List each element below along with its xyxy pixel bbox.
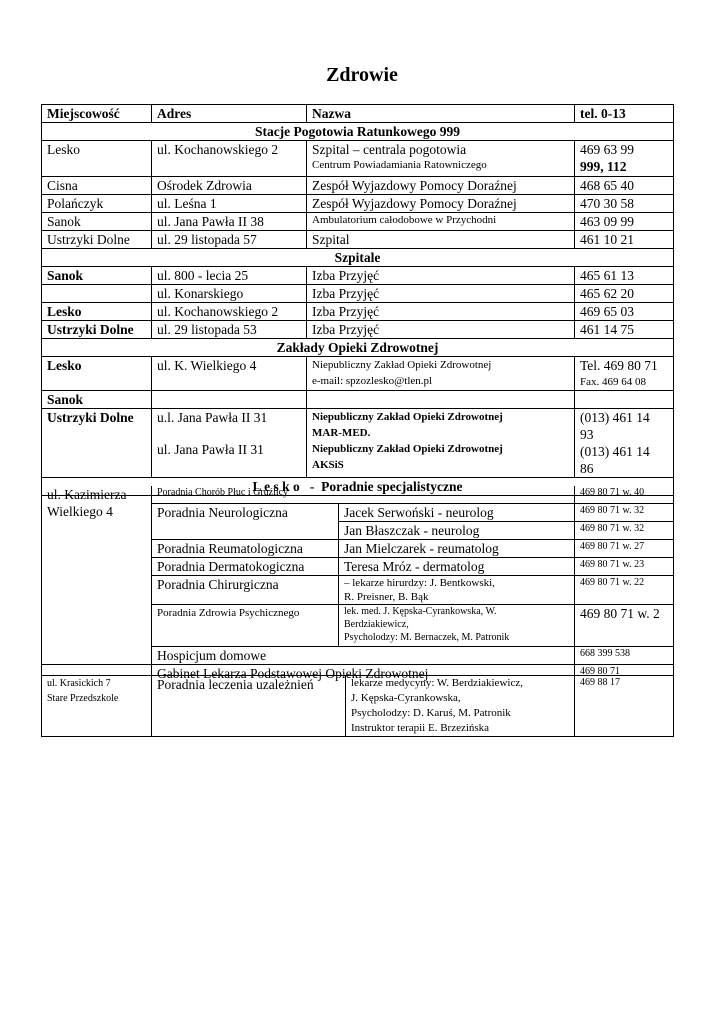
table-row [42, 391, 674, 409]
name-line: Niepubliczny Zakład Opieki Zdrowotnej [312, 359, 492, 371]
addiction-clinic-table [41, 675, 674, 737]
cell-address: ul. Konarskiego [152, 285, 307, 303]
cell-clinic: Poradnia Dermatokogiczna [152, 557, 339, 575]
cell-clinic: Gabinet Lekarza Podstawowej Opieki Zdrowotnej [152, 664, 575, 682]
cell-name [307, 357, 575, 391]
cell-phone: 468 65 40 [575, 177, 674, 195]
cell-place: Sanok [42, 213, 152, 231]
doctor-line: – lekarze hirurdzy: J. Bentkowski, [344, 576, 495, 589]
email-line: e-mail: spzozlesko@tlen.pl [312, 375, 433, 387]
cell-name [307, 409, 575, 478]
table-row [42, 486, 674, 503]
table-row [42, 213, 674, 231]
cell-clinic: Poradnia Chirurgiczna [152, 575, 339, 604]
cell-phone: 469 88 17 [575, 676, 674, 737]
cell-phone [575, 141, 674, 177]
address-line: Stare Przedszkole [47, 693, 119, 704]
cell-place: Cisna [42, 177, 152, 195]
cell-doctor: Teresa Mróz - dermatolog [339, 557, 575, 575]
table-row [42, 195, 674, 213]
cell-doctor: Jacek Serwoński - neurolog [339, 503, 575, 521]
cell-place: Sanok [42, 391, 152, 409]
cell-address [42, 486, 152, 664]
cell-phone: 469 80 71 w. 32 [575, 503, 674, 521]
name-line: Niepubliczny Zakład Opieki Zdrowotnej [312, 443, 503, 455]
cell-place: Lesko [42, 141, 152, 177]
header-name: Nazwa [307, 105, 575, 123]
cell-place: Lesko [42, 357, 152, 391]
table-row [42, 231, 674, 249]
header-address: Adres [152, 105, 307, 123]
doctor-line: Instruktor terapii E. Brzezińska [351, 722, 490, 734]
cell-phone [575, 357, 674, 391]
name-line-2: Centrum Powiadamiania Ratowniczego [312, 159, 487, 171]
phone-line: (013) 461 14 [580, 444, 650, 459]
cell-doctor: Jan Błaszczak - neurolog [339, 521, 575, 539]
doctor-line: R. Preisner, B. Bąk [344, 590, 429, 603]
doctor-line: Psycholodzy: D. Karuś, M. Patronik [351, 707, 511, 719]
cell-address: ul. Kochanowskiego 2 [152, 303, 307, 321]
cell-name: Ambulatorium całodobowe w Przychodni [307, 213, 575, 231]
cell-address [152, 409, 307, 478]
cell-clinic: Poradnia Zdrowia Psychicznego [152, 604, 339, 646]
cell-clinic: Poradnia Neurologiczna [152, 503, 339, 539]
cell-address [42, 676, 152, 737]
header-phone: tel. 0-13 [575, 105, 674, 123]
cell-clinic: Poradnia Chorób Płuc i Gruźlicy [152, 486, 575, 503]
cell-phone: 469 80 71 w. 22 [575, 575, 674, 604]
cell-place [42, 285, 152, 303]
section-hospitals: Szpitale [42, 249, 674, 267]
cell-name: Izba Przyjęć [307, 303, 575, 321]
table-row [42, 267, 674, 285]
cell-address: Ośrodek Zdrowia [152, 177, 307, 195]
table-row [42, 676, 674, 737]
table-row [42, 357, 674, 391]
cell-address: ul. Leśna 1 [152, 195, 307, 213]
phone-line: 469 63 99 [580, 142, 634, 157]
doctor-line: lek. med. J. Kępska-Cyrankowska, W. [344, 605, 497, 617]
cell-phone: 668 399 538 [575, 646, 674, 664]
fax-line: Fax. 469 64 08 [580, 376, 646, 388]
doctor-line: J. Kępska-Cyrankowska, [351, 692, 461, 704]
cell-phone [575, 409, 674, 478]
address-line: ul. Jana Pawła II 31 [157, 442, 264, 457]
cell-name: Zespół Wyjazdowy Pomocy Doraźnej [307, 177, 575, 195]
table-row [42, 177, 674, 195]
table-row [42, 321, 674, 339]
name-line: MAR-MED. [312, 427, 371, 439]
cell-address: ul. Jana Pawła II 38 [152, 213, 307, 231]
table-row [42, 285, 674, 303]
name-line: Niepubliczny Zakład Opieki Zdrowotnej [312, 411, 503, 423]
health-directory-table [41, 104, 674, 496]
doctor-line: lekarze medycyny: W. Berdziakiewicz, [351, 677, 523, 689]
address-line: ul. Krasickich 7 [47, 678, 111, 689]
cell-name: Zespół Wyjazdowy Pomocy Doraźnej [307, 195, 575, 213]
name-line: Szpital – centrala pogotowia [312, 142, 467, 157]
section-clinics: Zakłady Opieki Zdrowotnej [42, 339, 674, 357]
cell-place: Ustrzyki Dolne [42, 321, 152, 339]
cell-phone: 469 80 71 w. 2 [575, 604, 674, 646]
cell-phone: 470 30 58 [575, 195, 674, 213]
cell-phone: 469 80 71 w. 23 [575, 557, 674, 575]
cell-name: Izba Przyjęć [307, 321, 575, 339]
phone-line: (013) 461 14 [580, 410, 650, 425]
cell-place: Ustrzyki Dolne [42, 409, 152, 478]
cell-address [152, 391, 307, 409]
cell-address: ul. K. Wielkiego 4 [152, 357, 307, 391]
cell-phone: 469 80 71 w. 27 [575, 539, 674, 557]
phone-line: 93 [580, 427, 594, 442]
cell-doctor [346, 676, 575, 737]
cell-place: Polańczyk [42, 195, 152, 213]
cell-phone: 465 62 20 [575, 285, 674, 303]
phone-line: 86 [580, 461, 594, 476]
cell-doctor: Jan Mielczarek - reumatolog [339, 539, 575, 557]
cell-doctor [339, 575, 575, 604]
cell-address: ul. Kochanowskiego 2 [152, 141, 307, 177]
cell-address: ul. 800 - lecia 25 [152, 267, 307, 285]
cell-name: Szpital [307, 231, 575, 249]
cell-phone: 469 65 03 [575, 303, 674, 321]
cell-address: ul. 29 listopada 57 [152, 231, 307, 249]
cell-phone: 461 10 21 [575, 231, 674, 249]
cell-place: Ustrzyki Dolne [42, 231, 152, 249]
address-line: u.l. Jana Pawła II 31 [157, 410, 268, 425]
cell-phone: 469 80 71 w. 32 [575, 521, 674, 539]
cell-name [307, 391, 575, 409]
address-line: ul. Kazimierza [47, 487, 127, 502]
cell-doctor [339, 604, 575, 646]
cell-clinic: Poradnia Reumatologiczna [152, 539, 339, 557]
cell-phone: 469 80 71 [575, 664, 674, 682]
cell-clinic: Poradnia leczenia uzależnień [152, 676, 346, 737]
name-line: AKSiS [312, 459, 344, 471]
cell-phone [575, 391, 674, 409]
cell-address: ul. 29 listopada 53 [152, 321, 307, 339]
cell-clinic: Hospicjum domowe [152, 646, 575, 664]
cell-name [307, 141, 575, 177]
section-specialist: L e s k o - Poradnie specjalistyczne [42, 478, 674, 496]
page-title: Zdrowie [326, 64, 398, 86]
cell-place: Lesko [42, 303, 152, 321]
doctor-line: Berdziakiewicz, [344, 618, 409, 630]
cell-place: Sanok [42, 267, 152, 285]
phone-line: Tel. 469 80 71 [580, 358, 658, 373]
specialist-table [41, 486, 674, 682]
doctor-line: Psycholodzy: M. Bernaczek, M. Patronik [344, 631, 510, 643]
cell-name: Izba Przyjęć [307, 267, 575, 285]
table-row [42, 141, 674, 177]
cell-phone: 465 61 13 [575, 267, 674, 285]
header-place: Miejscowość [42, 105, 152, 123]
emergency-numbers: 999, 112 [580, 159, 627, 174]
cell-phone: 463 09 99 [575, 213, 674, 231]
cell-phone: 469 80 71 w. 40 [575, 486, 674, 503]
cell-name: Izba Przyjęć [307, 285, 575, 303]
table-header-row [42, 105, 674, 123]
cell-phone: 461 14 75 [575, 321, 674, 339]
address-line: Wielkiego 4 [47, 504, 113, 519]
section-emergency: Stacje Pogotowia Ratunkowego 999 [42, 123, 674, 141]
table-row [42, 409, 674, 478]
table-row [42, 303, 674, 321]
